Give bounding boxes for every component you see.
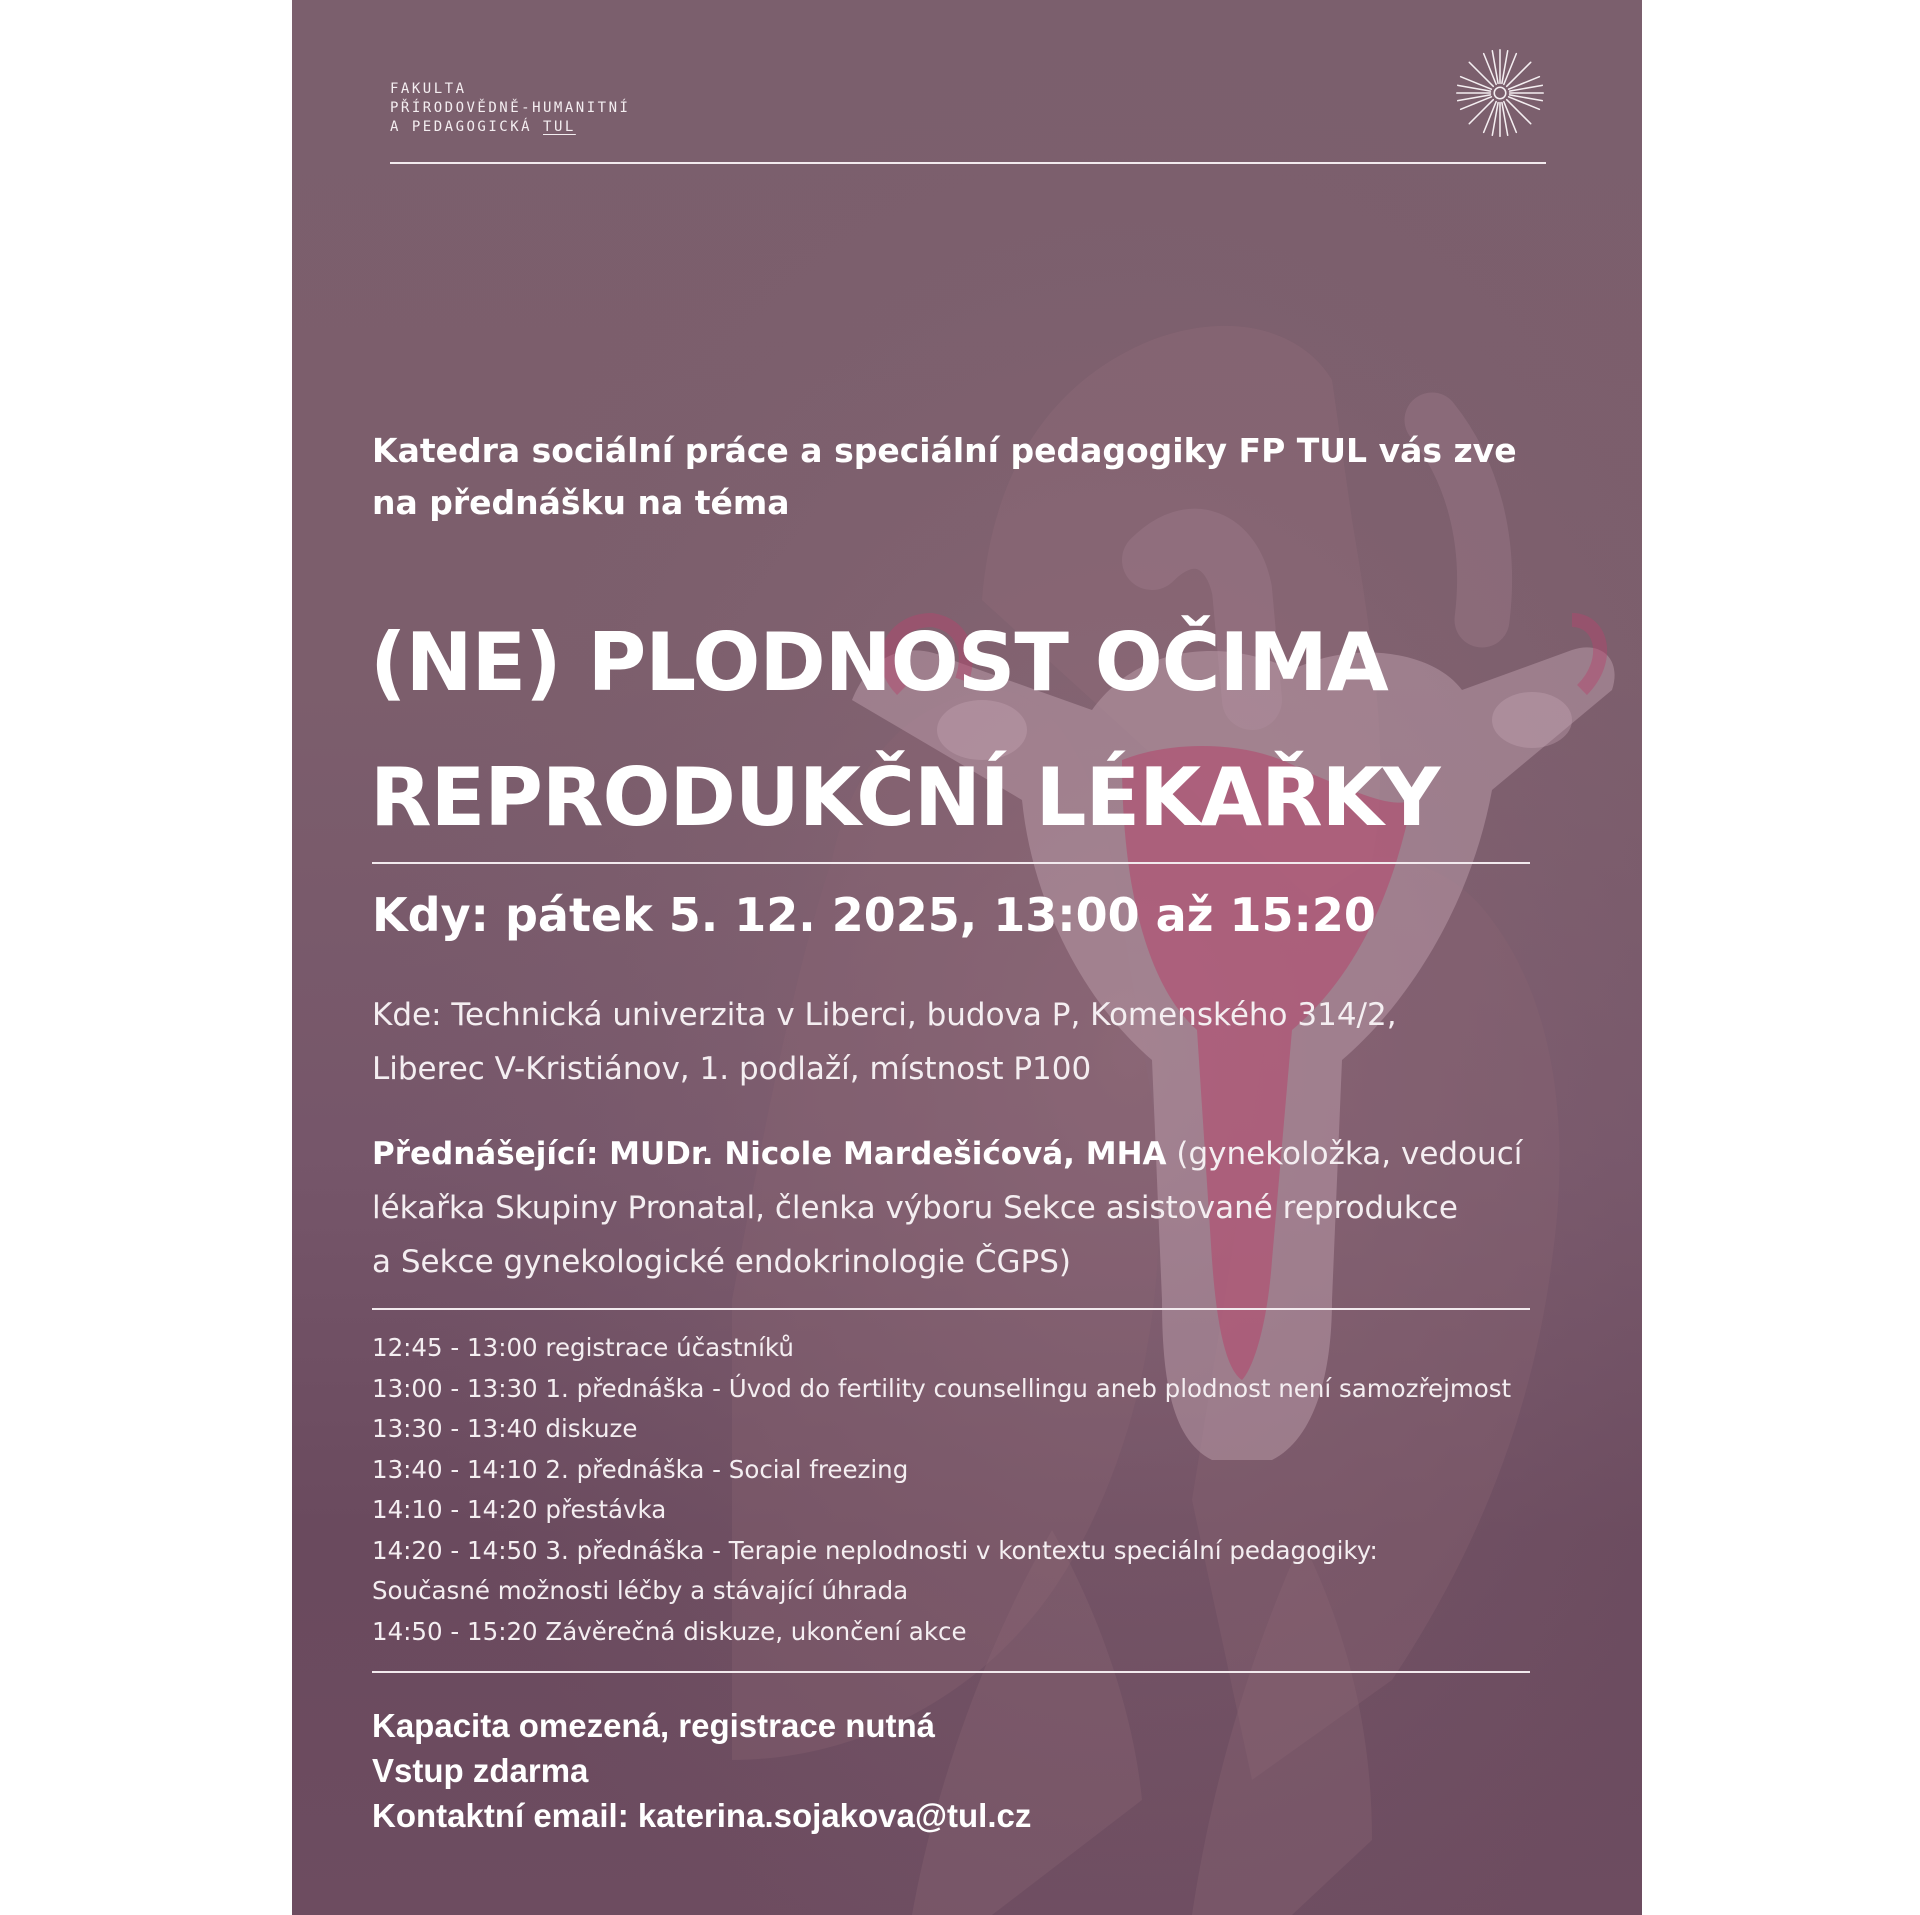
schedule-item: Současné možnosti léčby a stávající úhrada (372, 1576, 909, 1605)
capacity-note: Kapacita omezená, registrace nutná (372, 1707, 936, 1744)
event-date-time: Kdy: pátek 5. 12. 2025, 13:00 až 15:20 (372, 888, 1376, 942)
speaker-info (372, 1127, 1572, 1289)
schedule-item: 13:30 - 13:40 diskuze (372, 1414, 638, 1443)
program-schedule (372, 1328, 1572, 1652)
title-divider (372, 862, 1530, 864)
speaker-line-1 (372, 1127, 1572, 1181)
lecture-title (370, 595, 1570, 865)
header-divider (390, 162, 1546, 164)
schedule-item: 14:20 - 14:50 3. přednáška - Terapie neplodnosti v kontextu speciální pedagogiky: (372, 1535, 1378, 1565)
event-location (372, 988, 1552, 1096)
schedule-item: 13:00 - 13:30 1. přednáška - Úvod do fertility counsellingu aneb plodnost není samozřejmost (372, 1373, 1512, 1403)
speaker-desc-2: lékařka Skupiny Pronatal, členka výboru Sekce asistované reprodukce (372, 1190, 1458, 1226)
invitation-text (372, 425, 1532, 529)
contact-email[interactable]: Kontaktní email: katerina.sojakova@tul.cz (372, 1797, 1032, 1834)
sunburst-icon (1452, 45, 1548, 141)
event-footer (372, 1703, 1472, 1838)
location-line-2: Liberec V-Kristiánov, 1. podlaží, místnost P100 (372, 1051, 1092, 1087)
logo-line-1: FAKULTA (390, 81, 467, 97)
schedule-item: 14:10 - 14:20 přestávka (372, 1495, 667, 1524)
schedule-item: 14:50 - 15:20 Závěrečná diskuze, ukončení akce (372, 1616, 967, 1646)
schedule-bottom-divider (372, 1671, 1530, 1673)
speaker-desc-3: a Sekce gynekologické endokrinologie ČGPS) (372, 1244, 1071, 1280)
schedule-item: 13:40 - 14:10 2. přednáška - Social freezing (372, 1454, 909, 1484)
invitation-line-1: Katedra sociální práce a speciální pedagogiky FP TUL vás zve (372, 431, 1517, 470)
title-line-2: REPRODUKČNÍ LÉKAŘKY (370, 751, 1440, 844)
event-poster (292, 0, 1642, 1915)
logo-line-2: PŘÍRODOVĚDNĚ-HUMANITNÍ (390, 100, 631, 116)
faculty-logo-text (390, 80, 630, 137)
schedule-item: 12:45 - 13:00 registrace účastníků (372, 1333, 794, 1362)
logo-tul: TUL (543, 119, 576, 135)
invitation-line-2: na přednášku na téma (372, 483, 790, 522)
location-line-1: Kde: Technická univerzita v Liberci, budova P, Komenského 314/2, (372, 997, 1397, 1033)
logo-line-3 (390, 118, 630, 137)
schedule-top-divider (372, 1308, 1530, 1310)
title-line-1: (NE) PLODNOST OČIMA (370, 616, 1388, 709)
entry-note: Vstup zdarma (372, 1752, 589, 1789)
speaker-desc-1: (gynekoložka, vedoucí (1166, 1136, 1523, 1172)
logo-line-3-prefix: A PEDAGOGICKÁ (390, 119, 544, 135)
speaker-name: Přednášející: MUDr. Nicole Mardešićová, MHA (372, 1136, 1167, 1172)
